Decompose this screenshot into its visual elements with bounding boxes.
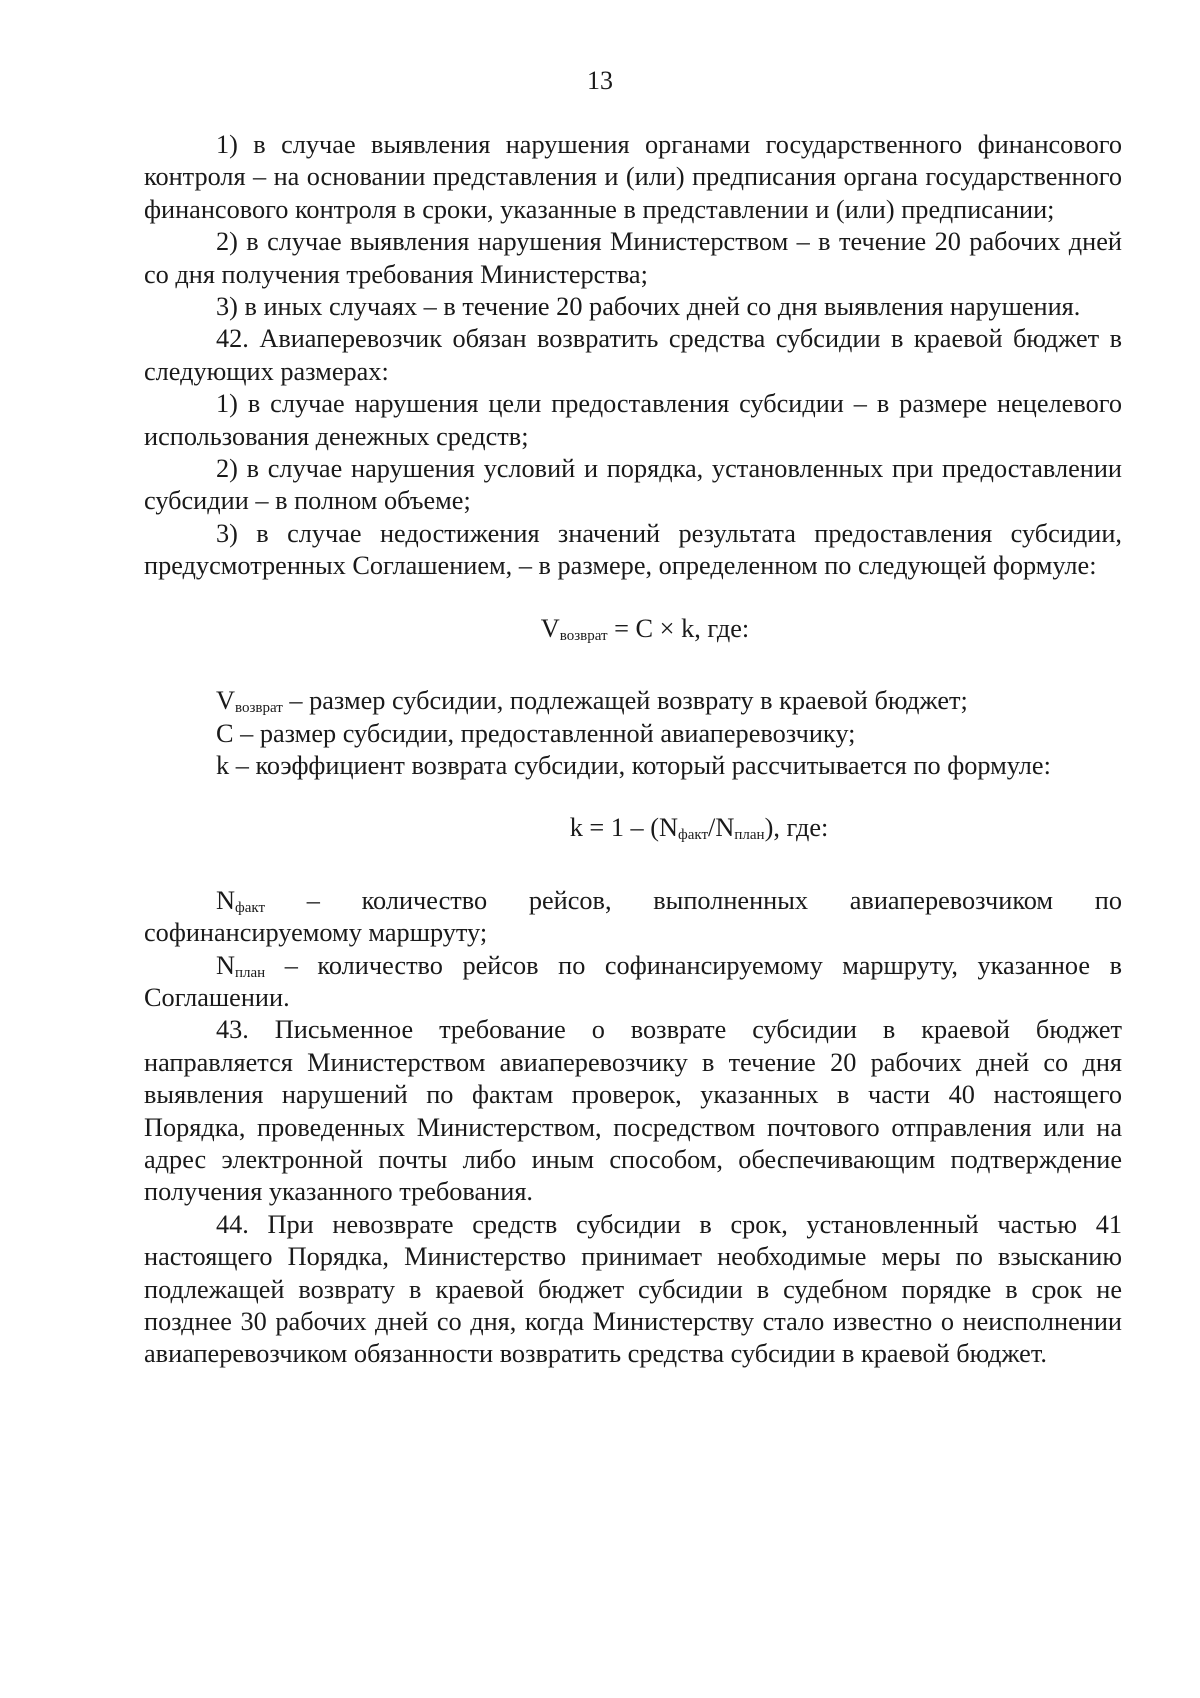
def-n-fakt-text: – количество рейсов, выполненных авиаперевозчиком по софинансируемому маршруту; — [144, 885, 1122, 948]
def-var-v: V — [216, 686, 235, 716]
paragraph-41-3: 3) в иных случаях – в течение 20 рабочих дней со дня выявления нарушения. — [216, 292, 1081, 322]
formula-rest: = C × k, где: — [607, 613, 750, 643]
definition-c: C – размер субсидии, предоставленной авиаперевозчику; — [216, 718, 856, 748]
definition-k: k – коэффициент возврата субсидии, который рассчитывается по формуле: — [216, 750, 1051, 780]
formula2-sub-fakt: факт — [678, 827, 709, 844]
paragraph-42-3: 3) в случае недостижения значений результата предоставления субсидии, предусмотренных Соглашением, – в размере, определенном по следующей формуле: — [144, 518, 1122, 581]
formula2-post: ), где: — [764, 813, 829, 843]
definition-v-vozvrat — [144, 685, 1122, 717]
definition-n-plan — [144, 950, 1122, 1015]
formula-var-v: V — [540, 613, 560, 643]
paragraph-42-2: 2) в случае нарушения условий и порядка, установленных при предоставлении субсидии – в полном объеме; — [144, 454, 1122, 516]
definition-n-fakt — [144, 885, 1122, 950]
formula2-sub-plan: план — [734, 827, 765, 844]
page-number: 13 — [587, 66, 613, 95]
paragraph-41-2: 2) в случае выявления нарушения Министерством – в течение 20 рабочих дней со дня получения требования Министерства; — [144, 227, 1122, 289]
formula-coefficient-k — [144, 812, 1122, 844]
def-sub-vozvrat: возврат — [235, 700, 283, 717]
paragraph-42-1: 1) в случае нарушения цели предоставления субсидии – в размере нецелевого использования денежных средств; — [144, 389, 1122, 451]
document-body — [144, 129, 1122, 1371]
def-var-n-plan: N — [216, 950, 235, 980]
paragraph-41-1: 1) в случае выявления нарушения органами государственного финансового контроля – на основании представления и (или) предписания органа государственного финансового контроля в сроки, указанные в представлении и (или) предписании; — [144, 130, 1122, 224]
formula-sub-vozvrat: возврат — [559, 627, 608, 644]
def-v-text: – размер субсидии, подлежащей возврату в краевой бюджет; — [282, 686, 968, 716]
def-sub-fakt: факт — [235, 899, 266, 916]
formula2-mid: /N — [708, 813, 735, 843]
formula-return-amount — [144, 613, 1122, 645]
paragraph-44: 44. При невозврате средств субсидии в срок, установленный частью 41 настоящего Порядка, Министерство принимает необходимые меры по взысканию подлежащей возврату в краевой бюджет субсидии в судебном порядке в срок не позднее 30 рабочих дней со дня, когда Министерству стало известно о неисполнении авиаперевозчиком обязанности возвратить средства субсидии в краевой бюджет. — [144, 1209, 1122, 1369]
def-var-n-fakt: N — [216, 885, 235, 915]
formula2-pre: k = 1 – (N — [569, 813, 679, 843]
paragraph-42: 42. Авиаперевозчик обязан возвратить средства субсидии в краевой бюджет в следующих размерах: — [144, 324, 1122, 386]
paragraph-43: 43. Письменное требование о возврате субсидии в краевой бюджет направляется Министерством авиаперевозчику в течение 20 рабочих дней со дня выявления нарушений по фактам проверок, указанных в части 40 настоящего Порядка, проведенных Министерством, посредством почтового отправления или на адрес электронной почты либо иным способом, обеспечивающим подтверждение получения указанного требования. — [144, 1015, 1122, 1207]
def-n-plan-text: – количество рейсов по софинансируемому маршруту, указанное в Соглашении. — [144, 950, 1122, 1012]
def-sub-plan: план — [235, 964, 266, 981]
